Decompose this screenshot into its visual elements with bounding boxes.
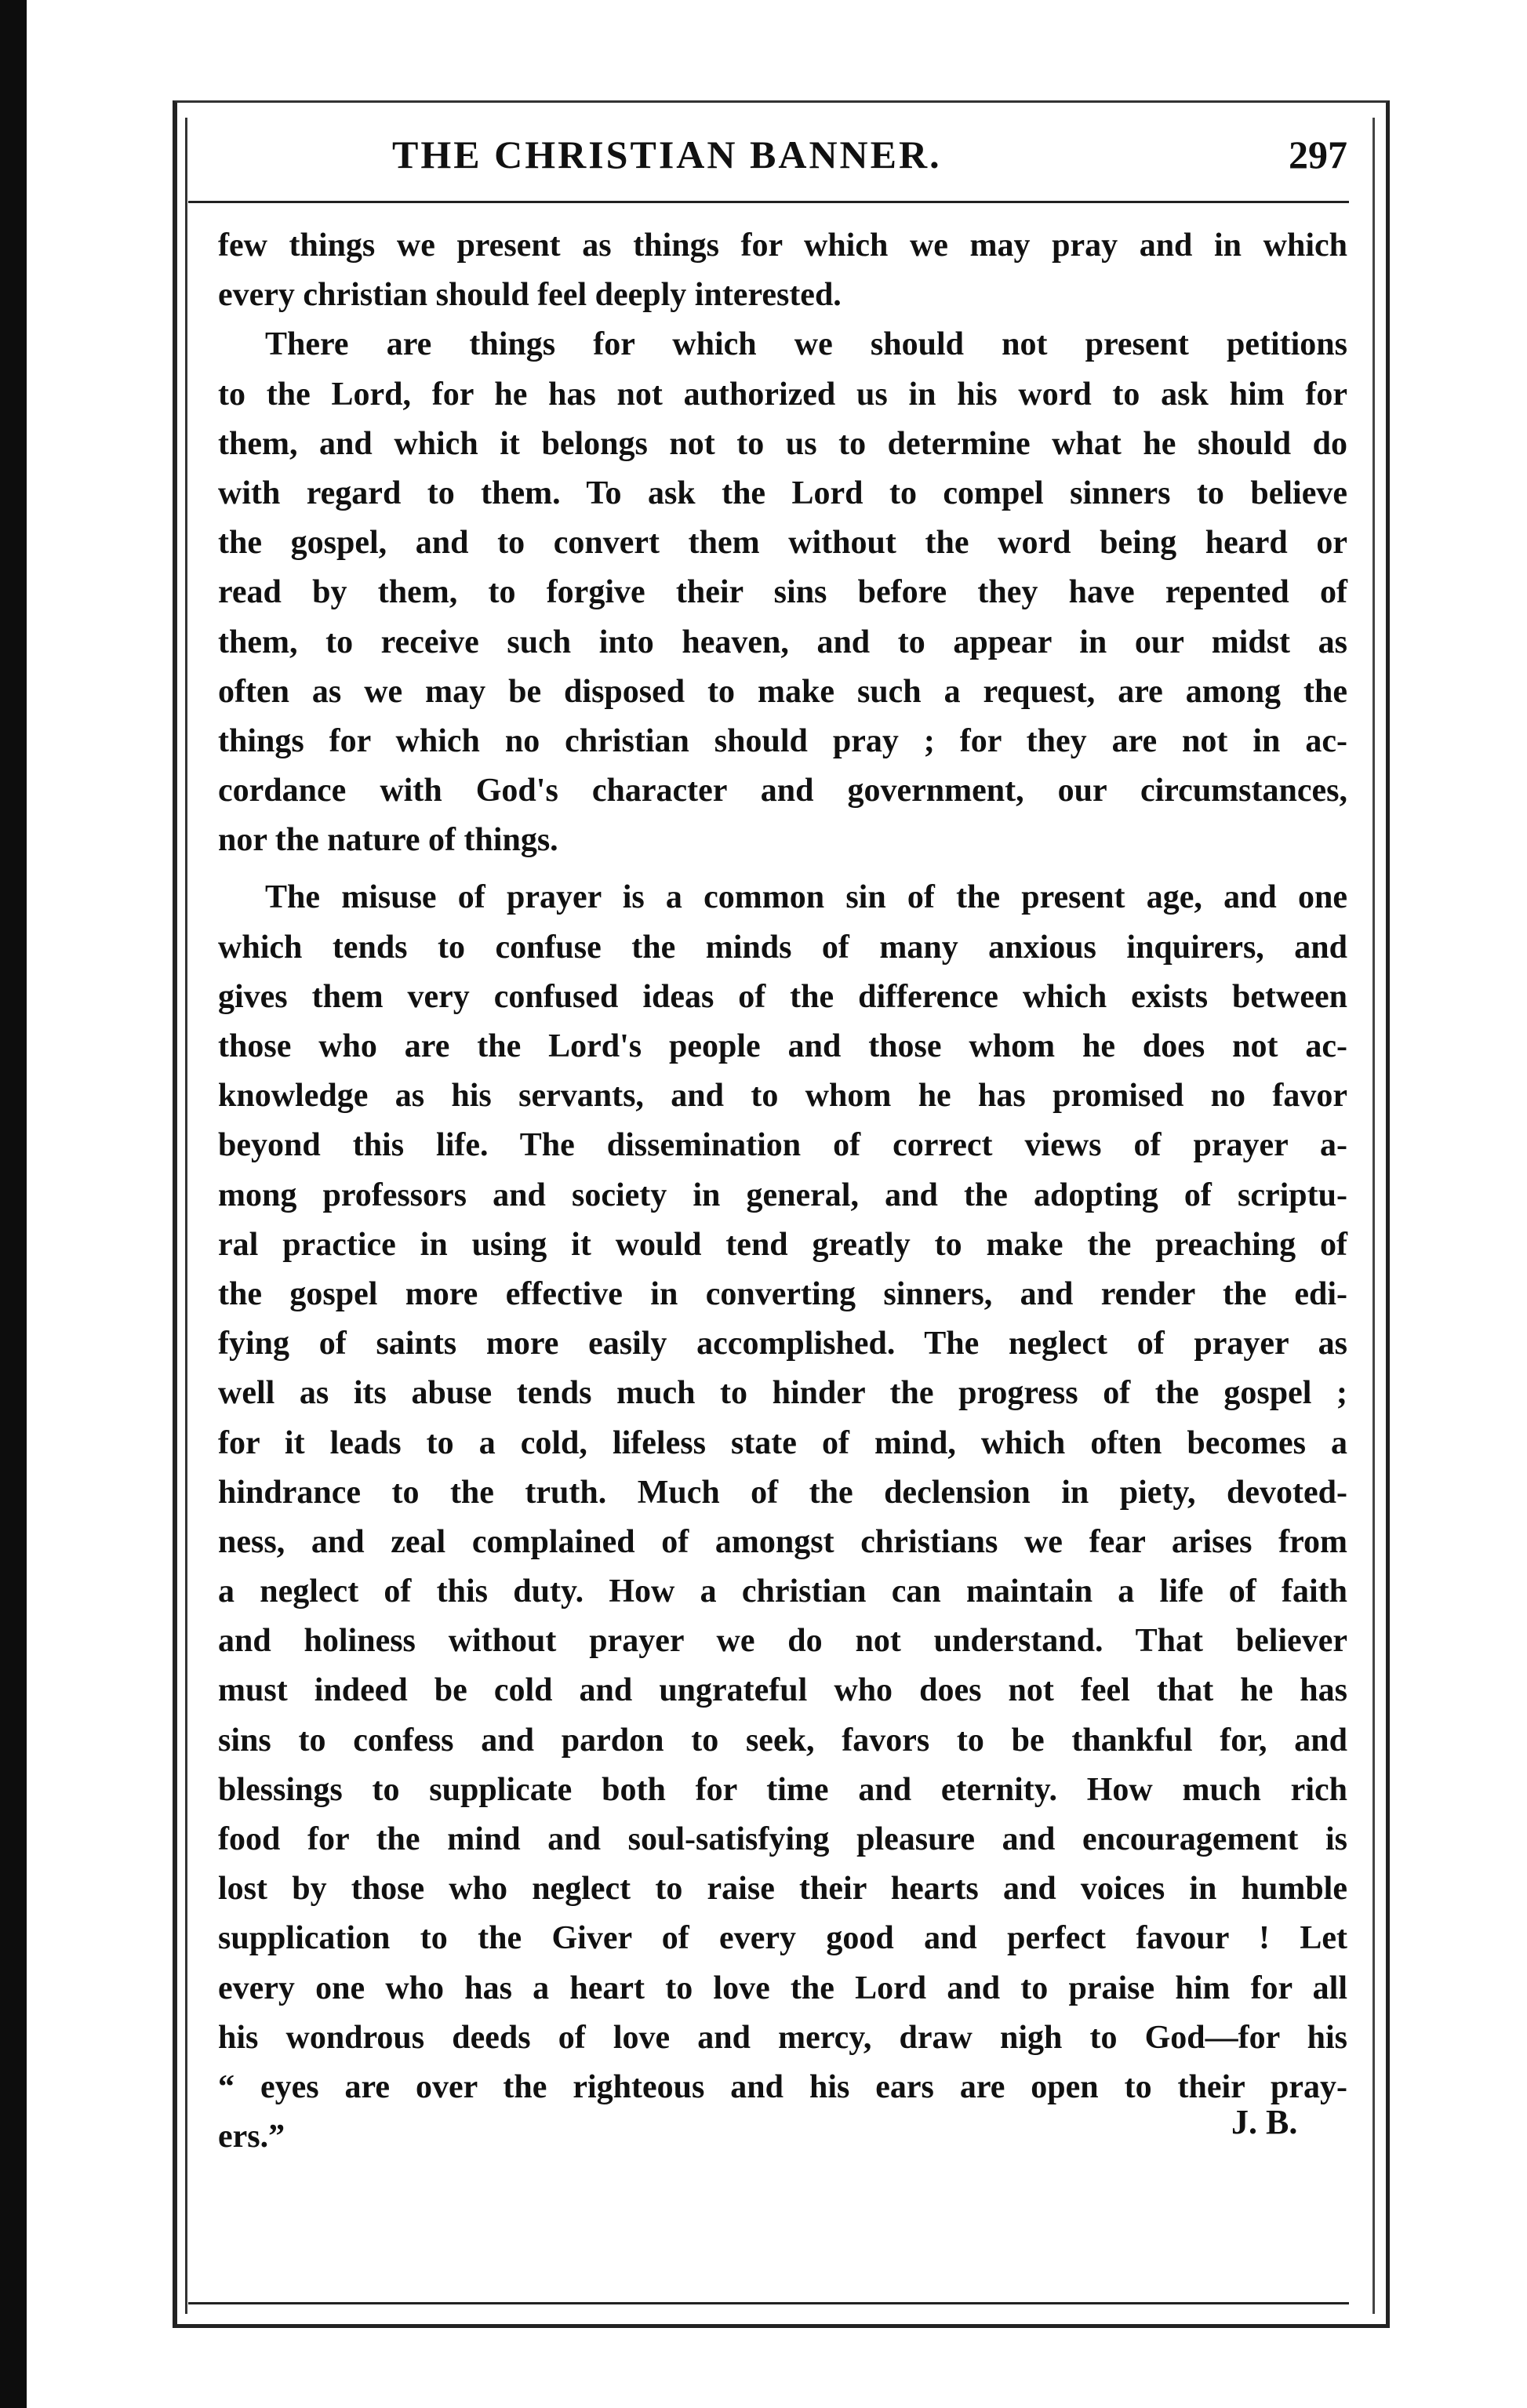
text-line: every one who has a heart to love the Lord and to praise him for all <box>218 1970 1347 2006</box>
page-header <box>188 132 1347 202</box>
text-line: often as we may be disposed to make such a request, are among the <box>218 673 1347 710</box>
text-line: which tends to confuse the minds of many anxious inquirers, and <box>218 929 1347 966</box>
text-line: for it leads to a cold, lifeless state of mind, which often becomes a <box>218 1424 1347 1461</box>
inner-rule-right <box>1372 118 1375 2314</box>
text-line: those who are the Lord's people and those whom he does not ac- <box>218 1028 1347 1064</box>
text-line: knowledge as his servants, and to whom he has promised no favor <box>218 1078 1347 1115</box>
paragraph-2 <box>218 320 1347 865</box>
text-line: the gospel more effective in converting sinners, and render the edi- <box>218 1275 1347 1312</box>
text-line: mong professors and society in general, and the adopting of scriptu- <box>218 1177 1347 1213</box>
text-line: them, to receive such into heaven, and to appear in our midst as <box>218 624 1347 660</box>
text-line: every christian should feel deeply interested. <box>218 277 842 314</box>
text-line: his wondrous deeds of love and mercy, draw nigh to God—for his <box>218 2019 1347 2056</box>
scan-edge <box>0 0 27 2408</box>
text-line: and holiness without prayer we do not understand. That believer <box>218 1623 1347 1660</box>
text-line: blessings to supplicate both for time and eternity. How much rich <box>218 1771 1347 1808</box>
bottom-rule <box>188 2302 1349 2304</box>
text-line: the gospel, and to convert them without the word being heard or <box>218 525 1347 562</box>
text-line: must indeed be cold and ungrateful who does not feel that he has <box>218 1672 1347 1709</box>
text-line: beyond this life. The dissemination of correct views of prayer a- <box>218 1127 1347 1164</box>
text-line: ers.” <box>218 2119 285 2155</box>
text-line: supplication to the Giver of every good and perfect favour ! Let <box>218 1920 1347 1957</box>
text-line: ral practice in using it would tend greatly to make the preaching of <box>218 1226 1347 1263</box>
text-line: nor the nature of things. <box>218 822 558 859</box>
text-line: with regard to them. To ask the Lord to compel sinners to believe <box>218 475 1347 511</box>
text-line: “ eyes are over the righteous and his ears are open to their pray- <box>218 2068 1347 2105</box>
text-line: fying of saints more easily accomplished. The neglect of prayer as <box>218 1326 1347 1362</box>
text-line: well as its abuse tends much to hinder the progress of the gospel ; <box>218 1375 1347 1412</box>
running-title: THE CHRISTIAN BANNER. <box>392 133 942 176</box>
text-line: to the Lord, for he has not authorized us in his word to ask him for <box>218 376 1347 413</box>
inner-rule-left <box>185 118 187 2314</box>
paragraph-3 <box>218 873 1347 2162</box>
text-line: hindrance to the truth. Much of the declension in piety, devoted- <box>218 1474 1347 1511</box>
author-signature: J. B. <box>1231 2103 1298 2141</box>
text-line: few things we present as things for which we may pray and in which <box>218 227 1347 264</box>
text-line: gives them very confused ideas of the difference which exists between <box>218 978 1347 1015</box>
page-number: 297 <box>1289 133 1347 176</box>
text-line: sins to confess and pardon to seek, favors to be thankful for, and <box>218 1722 1347 1759</box>
text-line: read by them, to forgive their sins before they have repented of <box>218 574 1347 611</box>
text-line: a neglect of this duty. How a christian can maintain a life of faith <box>218 1573 1347 1610</box>
text-line: food for the mind and soul-satisfying pleasure and encouragement is <box>218 1821 1347 1857</box>
text-line: cordance with God's character and government, our circumstances, <box>218 773 1347 809</box>
text-line: There are things for which we should not present petitions <box>265 326 1347 363</box>
article-body <box>218 221 1347 2162</box>
header-rule <box>188 201 1349 203</box>
text-line: ness, and zeal complained of amongst christians we fear arises from <box>218 1523 1347 1560</box>
paragraph-1 <box>218 221 1347 320</box>
text-line: things for which no christian should pray ; for they are not in ac- <box>218 722 1347 759</box>
text-line: The misuse of prayer is a common sin of the present age, and one <box>265 879 1347 916</box>
text-line: them, and which it belongs not to us to determine what he should do <box>218 425 1347 462</box>
text-line: lost by those who neglect to raise their hearts and voices in humble <box>218 1871 1347 1908</box>
